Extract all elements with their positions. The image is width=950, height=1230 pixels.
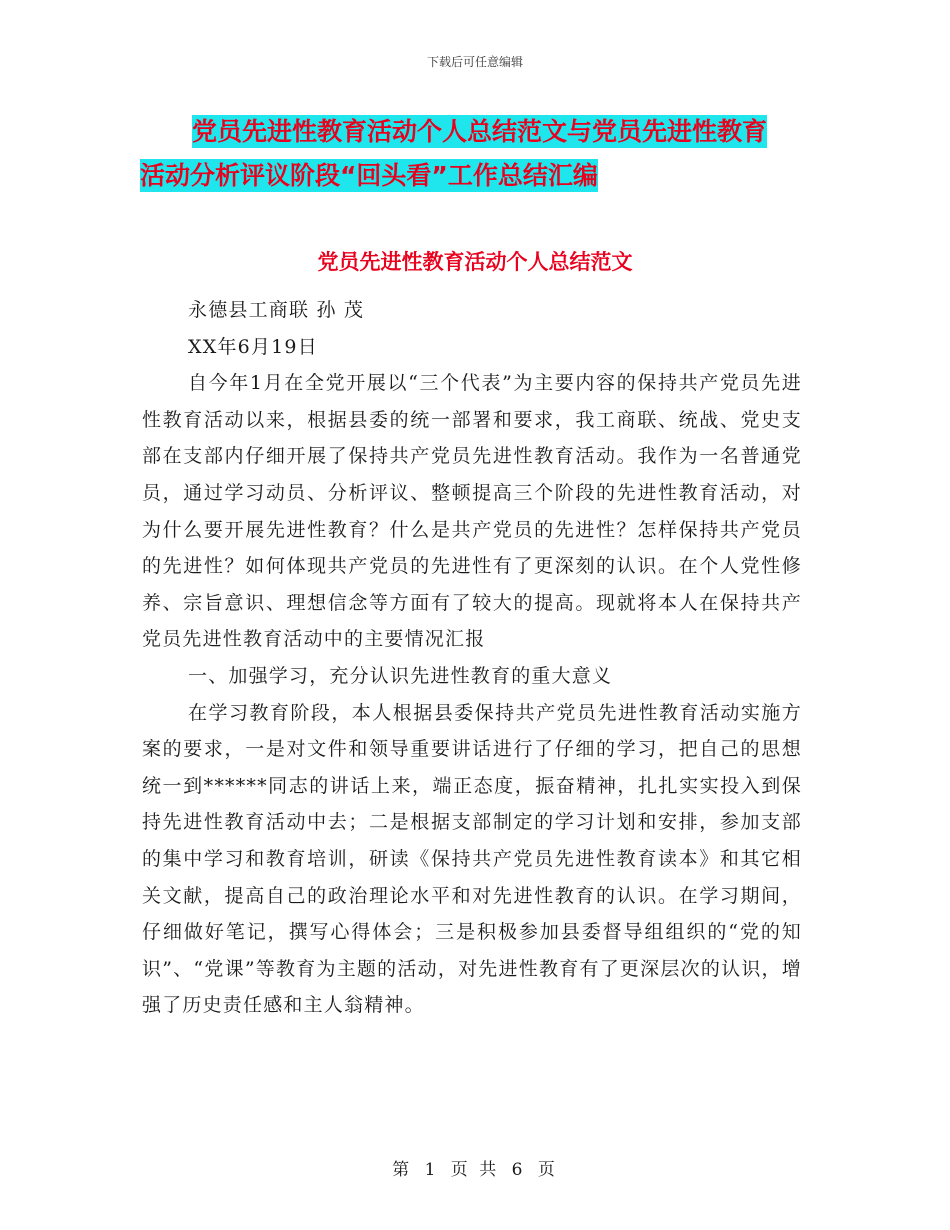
page-label-prefix: 第 [392, 1160, 413, 1180]
page-total: 6 [511, 1160, 526, 1180]
paragraph: 在学习教育阶段，本人根据县委保持共产党员先进性教育活动实施方案的要求，一是对文件和领导重要讲话进行了仔细的学习，把自己的思想统一到******同志的讲话上来，端正态度，振奋精神，扎扎实实投入到保持先进性教育活动中去；二是根据支部制定的学习计划和安排，参加支部的集中学习和教育培训，研读《保持共产党员先进性教育读本》和其它相关文献，提高自己的政治理论水平和对先进性教育的认识。在学习期间，仔细做好笔记，撰写心得体会；三是积极参加县委督导组组织的“党的知识”、“党课”等教育为主题的活动，对先进性教育有了更深层次的认识，增强了历史责任感和主人翁精神。 [142, 701, 802, 1017]
section-title: 党员先进性教育活动个人总结范文 [317, 250, 633, 274]
header-note: 下载后可任意编辑 [426, 55, 523, 69]
title-line-2: 活动分析评议阶段“回头看”工作总结汇编 [140, 161, 598, 190]
document-body [142, 292, 802, 1024]
date-line: XX年6月19日 [188, 335, 318, 358]
page-number: 1 [424, 1160, 439, 1180]
paragraph: 自今年1月在全党开展以“三个代表”为主要内容的保持共产党员先进性教育活动以来，根据县委的统一部署和要求，我工商联、统战、党史支部在支部内仔细开展了保持共产党员先进性教育活动。我作为一名普通党员，通过学习动员、分析评议、整顿提高三个阶段的先进性教育活动，对为什么要开展先进性教育？什么是共产党员的先进性？怎样保持共产党员的先进性？如何体现共产党员的先进性有了更深刻的认识。在个人党性修养、宗旨意识、理想信念等方面有了较大的提高。现就将本人在保持共产党员先进性教育活动中的主要情况汇报 [142, 372, 802, 651]
title-line-1: 党员先进性教育活动个人总结范文与党员先进性教育 [192, 117, 768, 146]
section-heading: 一、加强学习，充分认识先进性教育的重大意义 [188, 664, 613, 687]
page-footer [0, 1155, 950, 1180]
page-label-suffix: 页 [537, 1160, 558, 1180]
document-title [140, 110, 820, 198]
author-line: 永德县工商联 孙 茂 [188, 299, 365, 321]
page-label-mid: 页 共 [450, 1160, 500, 1180]
